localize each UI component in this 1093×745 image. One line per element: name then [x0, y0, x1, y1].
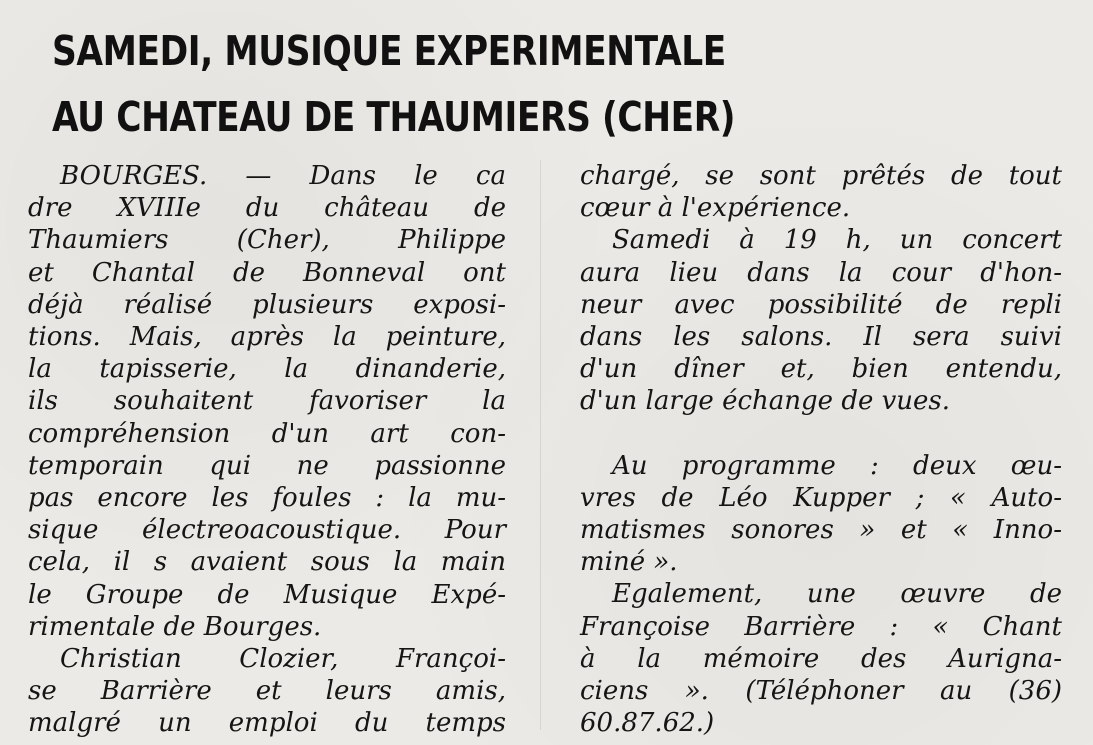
text-line: BOURGES. — Dans le ca — [60, 161, 506, 191]
column-divider — [540, 160, 541, 730]
text-line: matismes sonores » et « Inno- — [580, 515, 1062, 546]
text-line: tions. Mais, après la peinture, — [28, 322, 506, 353]
text-line: d'un dîner et, bien entendu, — [580, 354, 1062, 385]
text-line: dre XVIIIe du château de — [28, 193, 506, 224]
text-line: ils souhaitent favoriser la — [28, 386, 506, 417]
text-line: pas encore les foules : la mu- — [28, 483, 506, 514]
text-line: cela, il s avaient sous la main — [28, 547, 506, 578]
text-line: et Chantal de Bonneval ont — [28, 257, 506, 288]
text-line: le Groupe de Musique Expé- — [28, 579, 506, 610]
text-line: Françoise Barrière : « Chant — [580, 611, 1062, 642]
text-line: malgré un emploi du temps — [28, 708, 506, 739]
text-line: chargé, se sont prêtés de tout — [580, 161, 1062, 191]
text-line: vres de Léo Kupper ; « Auto- — [580, 482, 1062, 513]
article-column-left — [28, 160, 506, 740]
paragraph-gap — [580, 418, 1062, 450]
article-column-right — [580, 160, 1062, 739]
text-line: ciens ». (Téléphoner au (36) — [580, 676, 1062, 707]
text-line: se Barrière et leurs amis, — [28, 676, 506, 707]
text-line: miné ». — [580, 547, 678, 578]
text-line: Samedi à 19 h, un concert — [612, 225, 1062, 256]
text-line: Christian Clozier, Françoi- — [60, 644, 506, 675]
text-line: la tapisserie, la dinanderie, — [28, 354, 506, 385]
text-line: aura lieu dans la cour d'hon- — [580, 257, 1062, 288]
text-line: à la mémoire des Aurigna- — [580, 643, 1062, 674]
headline — [52, 18, 735, 150]
text-line: 60.87.62.) — [580, 708, 715, 739]
text-line: dans les salons. Il sera suivi — [580, 322, 1062, 353]
text-line: sique électreoacoustique. Pour — [28, 515, 506, 546]
text-line: cœur à l'expérience. — [580, 193, 851, 224]
text-line: rimentale de Bourges. — [28, 611, 322, 642]
text-line: Egalement, une œuvre de — [612, 579, 1062, 610]
text-line: neur avec possibilité de repli — [580, 289, 1062, 320]
headline-line-1: SAMEDI, MUSIQUE EXPERIMENTALE — [52, 27, 726, 75]
text-line: temporain qui ne passionne — [28, 450, 506, 481]
headline-line-2: AU CHATEAU DE THAUMIERS (CHER) — [52, 93, 736, 141]
text-line: déjà réalisé plusieurs exposi- — [28, 289, 506, 320]
text-line: d'un large échange de vues. — [580, 386, 951, 417]
text-line: Au programme : deux œu- — [612, 450, 1062, 481]
text-line: Thaumiers (Cher), Philippe — [28, 225, 506, 256]
text-line: compréhension d'un art con- — [28, 418, 506, 449]
